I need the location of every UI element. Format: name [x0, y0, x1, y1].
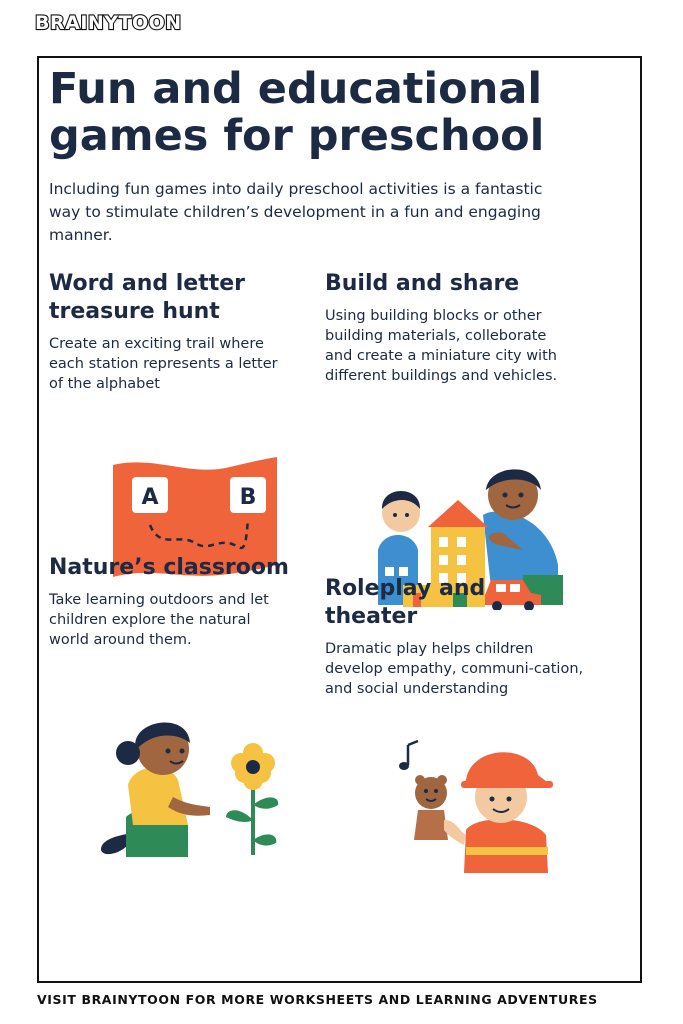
section-title: Word and letter treasure hunt	[49, 271, 246, 324]
map-letter-a: A	[141, 485, 159, 510]
footer-banner: VISIT BRAINYTOON FOR MORE WORKSHEETS AND LEARNING ADVENTURES	[37, 992, 598, 1007]
brand-logo: BRAINYTOON	[35, 12, 182, 34]
section-body: Using building blocks or other building materials, colleborate and create a miniature city with different buildings and vehicles.	[325, 308, 558, 384]
child-with-flower-icon	[98, 705, 288, 865]
section-title: Roleplay and theater	[325, 576, 486, 629]
section-body: Create an exciting trail where each station represents a letter of the alphabet	[49, 336, 278, 392]
section-word-letter-hunt	[49, 270, 289, 394]
section-roleplay-theater	[325, 575, 585, 699]
section-natures-classroom	[49, 554, 289, 650]
section-title: Nature’s classroom	[49, 555, 289, 580]
page-title: Fun and educational games for preschool	[49, 64, 545, 161]
map-letter-b: B	[239, 485, 257, 510]
section-build-and-share	[325, 270, 565, 386]
child-firefighter-puppet-icon	[396, 735, 556, 875]
section-body: Take learning outdoors and let children explore the natural world around them.	[49, 592, 269, 648]
intro-text: Including fun games into daily preschool activities is a fantastic way to stimulate children’s development in a fun and engaging manner.	[49, 180, 543, 244]
section-body: Dramatic play helps children develop empathy, communi-cation, and social understanding	[325, 641, 584, 697]
section-title: Build and share	[325, 271, 520, 296]
